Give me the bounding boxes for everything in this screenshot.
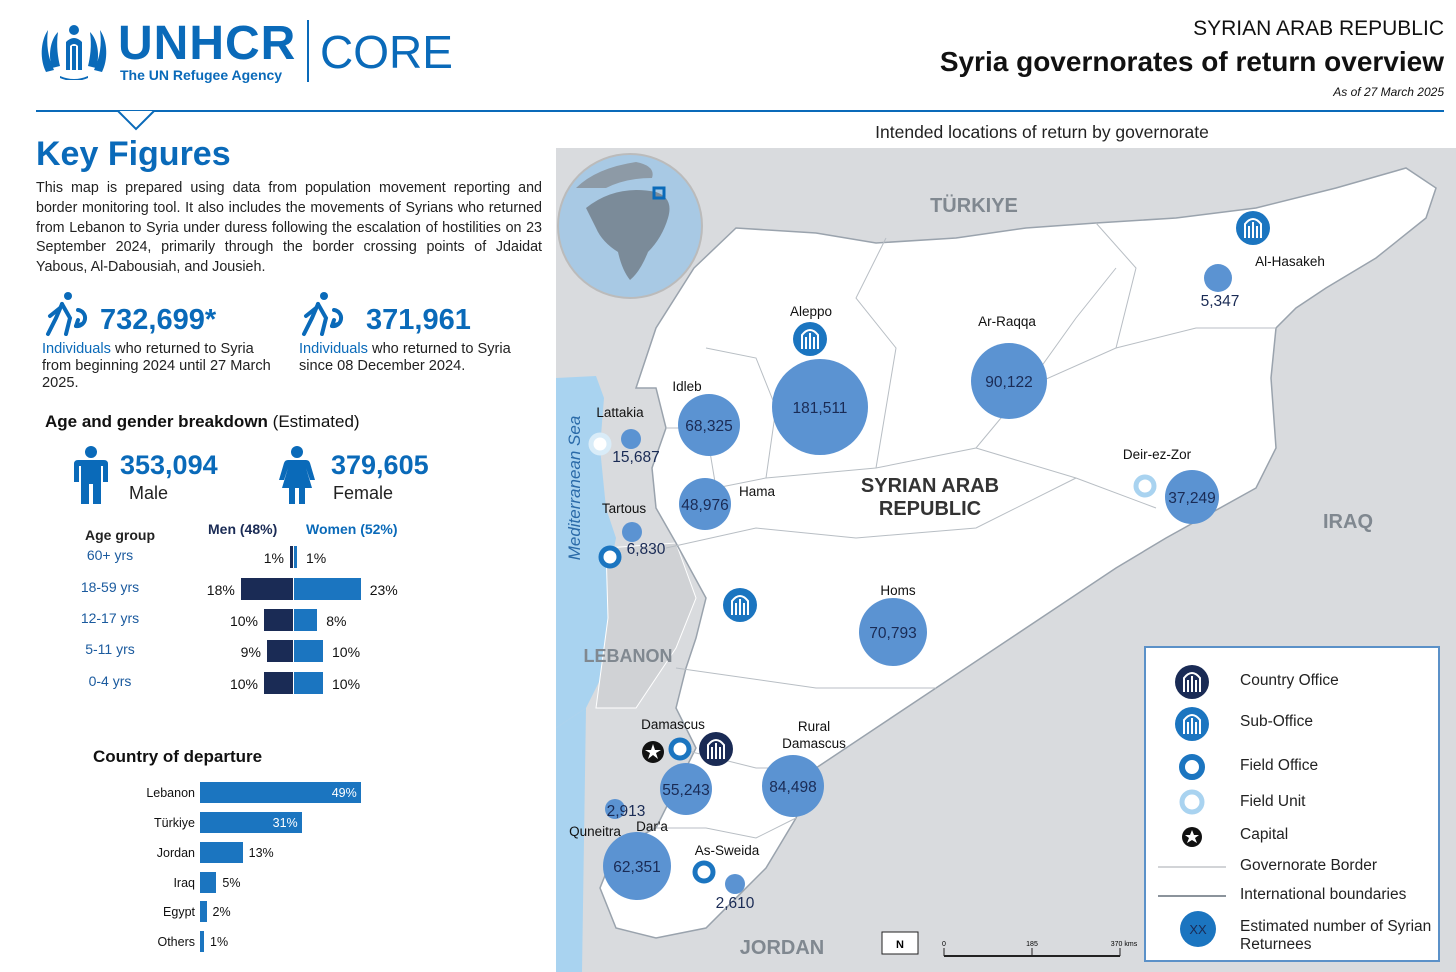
name-as-sweida: As-Sweida xyxy=(694,843,760,858)
field-office-icon xyxy=(1182,757,1202,777)
value-aleppo: 181,511 xyxy=(792,400,848,417)
field-office-sweida-icon xyxy=(695,863,713,881)
header-date: As of 27 March 2025 xyxy=(1333,85,1444,99)
capital-damascus-icon xyxy=(642,741,664,763)
men-bar xyxy=(264,672,293,694)
label-syria-1: SYRIAN ARAB xyxy=(860,475,1000,497)
departure-country-label: Iraq xyxy=(173,876,195,890)
women-bar xyxy=(294,672,323,694)
departure-country-label: Others xyxy=(157,935,195,949)
legend-field-office: Field Office xyxy=(1240,757,1319,774)
name-lattakia: Lattakia xyxy=(596,405,644,420)
label-turkiye: TÜRKIYE xyxy=(930,195,1018,217)
logo-divider xyxy=(307,20,309,82)
women-pct-label: 23% xyxy=(369,582,398,598)
unhcr-emblem-icon xyxy=(38,20,110,80)
male-icon xyxy=(72,446,110,506)
label-syria-2: REPUBLIC xyxy=(878,498,982,520)
field-office-tartous-icon xyxy=(601,548,619,566)
name-deir-ez-zor: Deir-ez-Zor xyxy=(1122,447,1192,462)
map-legend xyxy=(1144,646,1440,962)
legend-country-office: Country Office xyxy=(1240,672,1339,689)
field-unit-lattakia-icon xyxy=(591,435,609,453)
value-quneitra: 2,913 xyxy=(606,803,646,820)
scale-end: 370 kms xyxy=(1110,941,1138,948)
female-value: 379,605 xyxy=(331,450,429,480)
men-pct-label: 10% xyxy=(229,676,258,692)
name-al-hasakeh: Al-Hasakeh xyxy=(1255,254,1325,269)
women-bar xyxy=(294,578,361,600)
page-title: Syria governorates of return overview xyxy=(939,46,1444,77)
name-rural-damascus: Damascus xyxy=(782,736,846,751)
name-aleppo: Aleppo xyxy=(789,304,833,319)
value-ar-raqqa: 90,122 xyxy=(985,374,1033,391)
fig1-value: 732,699* xyxy=(100,304,217,336)
departure-bar xyxy=(200,872,216,893)
name-hama: Hama xyxy=(738,484,776,499)
legend-sub-office: Sub-Office xyxy=(1240,713,1313,730)
women-pct-label: 10% xyxy=(332,644,361,660)
bubble-as-sweida xyxy=(725,874,745,894)
name-rural-damascus: Rural xyxy=(797,719,831,734)
name-idleb: Idleb xyxy=(672,379,702,394)
unhcr-wordmark: UNHCR xyxy=(118,17,297,70)
fig2-value: 371,961 xyxy=(366,304,471,336)
globe-inset-icon xyxy=(558,154,702,298)
value-al-hasakeh: 5,347 xyxy=(1200,293,1240,310)
legend-field-unit: Field Unit xyxy=(1240,793,1306,810)
label-sea: Mediterranean Sea xyxy=(565,415,584,561)
age-group-label: 5-11 yrs xyxy=(85,641,135,657)
men-header: Men (48%) xyxy=(208,521,278,537)
age-group-label: 60+ yrs xyxy=(86,547,134,563)
returnee-icon xyxy=(40,290,96,338)
value-idleb: 68,325 xyxy=(685,418,733,435)
core-wordmark: CORE xyxy=(320,26,453,78)
label-lebanon: LEBANON xyxy=(583,646,673,666)
departure-value-label: 49% xyxy=(331,786,357,800)
intro-paragraph: This map is prepared using data from population movement reporting and border monitoring tool. It also includes the movements of Syrians who returned from Lebanon to Syria under duress following the escalation of hostilities on 23 September 2024, primarily through the border crossing points of Jdaidat Yabous, Al-Dabousiah, and Jousieh. xyxy=(36,180,542,276)
name-homs: Homs xyxy=(880,583,916,598)
value-deir-ez-zor: 37,249 xyxy=(1168,490,1216,507)
age-group-label: 18-59 yrs xyxy=(80,579,140,595)
men-pct-label: 10% xyxy=(229,613,258,629)
departure-title: Country of departure xyxy=(93,747,263,766)
departure-country-label: Türkiye xyxy=(154,816,195,830)
header-rule xyxy=(36,110,1444,112)
men-bar xyxy=(267,640,293,662)
women-header: Women (52%) xyxy=(306,521,398,537)
legend-capital: Capital xyxy=(1240,826,1289,843)
male-value: 353,094 xyxy=(120,450,218,480)
scale-mid: 185 xyxy=(1026,941,1038,948)
svg-text:N: N xyxy=(896,939,904,951)
name-tartous: Tartous xyxy=(601,501,647,516)
value-rural-damascus: 84,498 xyxy=(769,779,817,796)
label-iraq: IRAQ xyxy=(1323,511,1373,533)
scale-zero: 0 xyxy=(942,941,946,948)
male-label: Male xyxy=(129,483,169,503)
women-pct-label: 1% xyxy=(306,550,327,566)
fig1-text xyxy=(42,341,272,392)
departure-value-label: 31% xyxy=(272,816,298,830)
returnees-bubble-icon xyxy=(1180,911,1216,947)
country-office-damascus-icon xyxy=(699,732,733,766)
men-bar xyxy=(241,578,293,600)
female-label: Female xyxy=(333,483,394,503)
age-group-label: 12-17 yrs xyxy=(80,610,140,626)
departure-value-label: 13% xyxy=(248,846,274,860)
fig1-highlight: Individuals xyxy=(42,341,111,357)
value-as-sweida: 2,610 xyxy=(715,895,755,912)
age-gender-title: Age and gender breakdown (Estimated) xyxy=(45,412,360,431)
header-pointer-icon xyxy=(116,110,156,132)
fig2-desc: who returned to Syria since 08 December 2024. xyxy=(299,341,511,374)
label-jordan: JORDAN xyxy=(739,937,825,959)
men-bar xyxy=(264,609,293,631)
name-quneitra: Quneitra xyxy=(569,824,621,839)
country-office-icon xyxy=(1175,665,1209,699)
value-damascus: 55,243 xyxy=(662,782,710,799)
field-office-damascus-icon xyxy=(671,740,689,758)
departure-country-label: Lebanon xyxy=(146,786,195,800)
field-unit-deir-icon xyxy=(1136,477,1154,495)
sub-office-hasakeh-icon xyxy=(1236,211,1270,245)
capital-icon xyxy=(1182,827,1202,847)
legend-governorate-border: Governorate Border xyxy=(1240,857,1377,874)
women-bar xyxy=(294,640,323,662)
men-pct-label: 1% xyxy=(263,550,284,566)
svg-text:XX: XX xyxy=(1189,922,1207,937)
key-figures-title: Key Figures xyxy=(36,135,231,173)
departure-value-label: 5% xyxy=(222,876,241,890)
legend-international-boundaries: International boundaries xyxy=(1240,886,1407,903)
bubble-lattakia xyxy=(621,429,641,449)
header-country: SYRIAN ARAB REPUBLIC xyxy=(1193,17,1444,40)
value-hama: 48,976 xyxy=(681,497,729,514)
women-bar xyxy=(294,609,317,631)
men-pct-label: 18% xyxy=(206,582,235,598)
fig1-desc: who returned to Syria from beginning 2024 until 27 March 2025. xyxy=(42,341,271,391)
departure-bar xyxy=(200,931,204,952)
field-unit-icon xyxy=(1182,792,1202,812)
unhcr-tagline: The UN Refugee Agency xyxy=(120,67,283,83)
departure-country-label: Egypt xyxy=(163,905,195,919)
value-tartous: 6,830 xyxy=(626,541,666,558)
name-ar-raqqa: Ar-Raqqa xyxy=(978,314,1036,329)
women-pct-label: 10% xyxy=(332,676,361,692)
bubble-tartous xyxy=(622,522,642,542)
fig2-text xyxy=(299,341,529,375)
legend-returnees: Estimated number of Syrian Returnees xyxy=(1240,918,1432,953)
name-dara: Dar'a xyxy=(636,819,668,834)
sub-office-icon xyxy=(1175,707,1209,741)
female-icon xyxy=(278,446,316,506)
men-bar xyxy=(290,546,293,568)
value-homs: 70,793 xyxy=(869,625,917,642)
fig2-highlight: Individuals xyxy=(299,341,368,357)
women-pct-label: 8% xyxy=(326,613,347,629)
value-dara: 62,351 xyxy=(613,859,661,876)
women-bar xyxy=(294,546,297,568)
departure-bar xyxy=(200,842,243,863)
departure-bar xyxy=(200,901,207,922)
age-group-label: 0-4 yrs xyxy=(88,673,132,689)
departure-value-label: 2% xyxy=(212,905,231,919)
name-damascus: Damascus xyxy=(641,717,705,732)
men-pct-label: 9% xyxy=(240,644,261,660)
value-lattakia: 15,687 xyxy=(612,449,660,466)
departure-value-label: 1% xyxy=(210,935,229,949)
sub-office-homs-icon xyxy=(723,588,757,622)
age-group-header: Age group xyxy=(85,527,155,543)
bubble-al-hasakeh xyxy=(1204,264,1232,292)
sub-office-aleppo-icon xyxy=(793,322,827,356)
departure-country-label: Jordan xyxy=(156,846,195,860)
north-arrow-icon xyxy=(882,932,918,954)
returnee-icon-2 xyxy=(296,290,352,338)
map-title: Intended locations of return by governorate xyxy=(875,122,1209,142)
